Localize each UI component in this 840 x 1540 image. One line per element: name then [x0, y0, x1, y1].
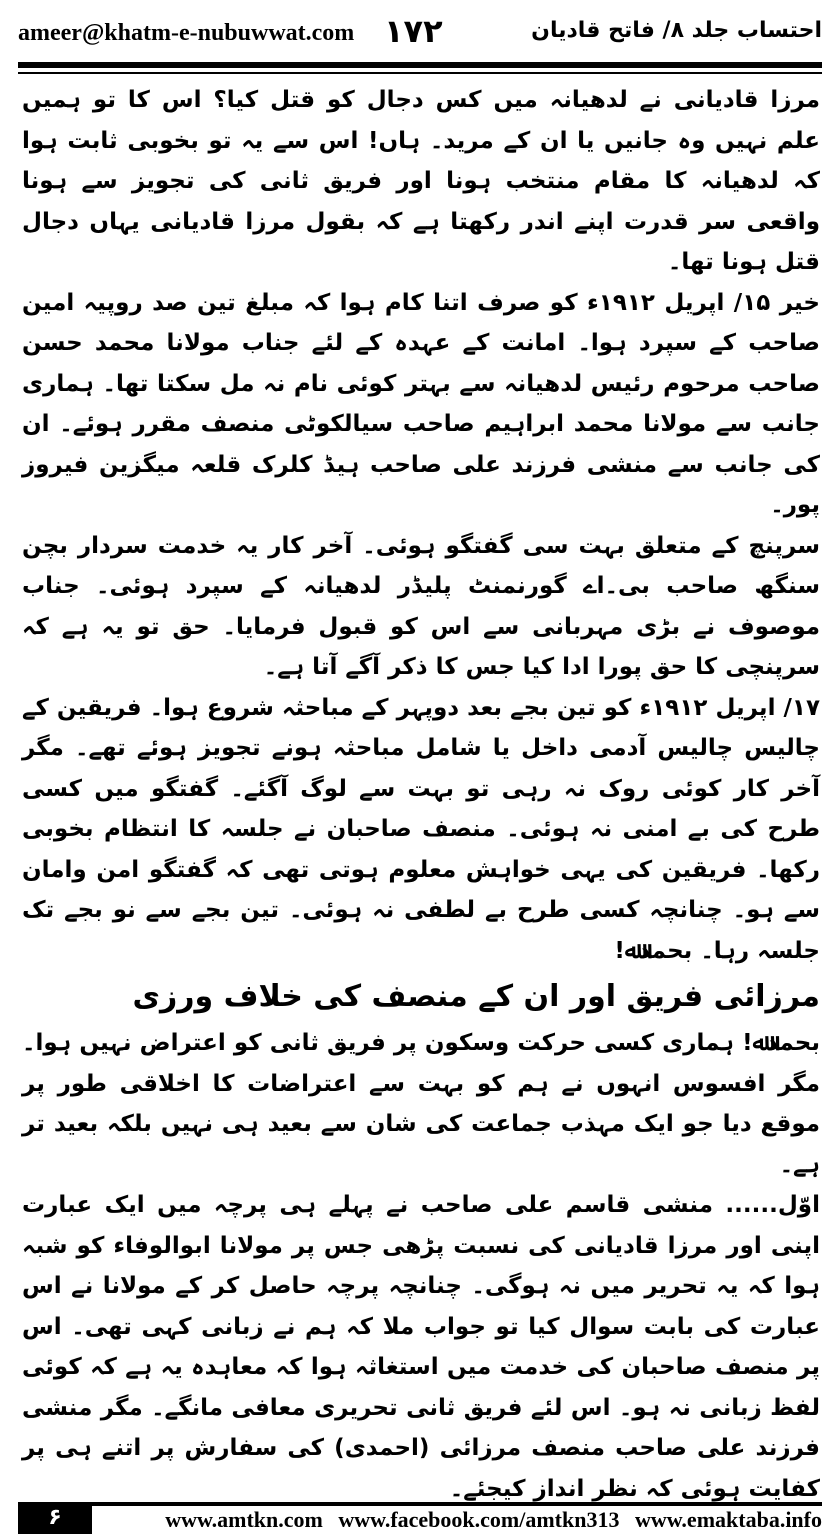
- paragraph-1: مرزا قادیانی نے لدھیانہ میں کس دجال کو قتل کیا؟ اس کا تو ہمیں علم نہیں وہ جانیں یا ان کے مرید۔ ہاں! اس سے یہ تو بخوبی ثابت ہوا کہ لدھیانہ کا مقام منتخب ہونا اور فریق ثانی کی تجویز سے ہونا واقعی سر قدرت اپنے اندر رکھتا ہے کہ بقول مرزا قادیانی یہاں دجال قتل ہونا تھا۔: [22, 87, 820, 275]
- footer-link-emaktaba[interactable]: www.emaktaba.info: [634, 1507, 822, 1532]
- paragraph-6: اوّل...... منشی قاسم علی صاحب نے پہلے ہی پرچہ میں ایک عبارت اپنی اور مرزا قادیانی کی نسبت پڑھی جس پر مولانا ابوالوفاء کو شبہ ہوا کہ یہ تحریر میں نہ ہوگی۔ چنانچہ پرچہ حاصل کر کے مولانا نے اس عبارت کی بابت سوال کیا تو جواب ملا کہ ہم نے زبانی کہی تھی۔ اس پر منصف صاحبان کی خدمت میں استغاثہ ہوا کہ معاہدہ یہ ہے کہ کوئی لفظ زبانی نہ ہو۔ اس لئے فریق ثانی تحریری معافی مانگے۔ مگر منشی فرزند علی صاحب منصف مرزائی (احمدی) کی سفارش پر اتنے ہی پر کفایت ہوئی کہ نظر انداز کیجئے۔: [22, 1192, 820, 1502]
- footer-link-facebook[interactable]: www.facebook.com/amtkn313: [338, 1507, 620, 1532]
- paragraph-3: سرپنچ کے متعلق بہت سی گفتگو ہوئی۔ آخر کار یہ خدمت سردار بچن سنگھ صاحب بی۔اے گورنمنٹ پلیڈر لدھیانہ کے سپرد ہوئی۔ جناب موصوف نے بڑی مہربانی سے اس کو قبول فرمایا۔ حق تو یہ ہے کہ سرپنچی کا حق پورا ادا کیا جس کا ذکر آگے آتا ہے۔: [22, 532, 820, 680]
- footer-links: [110, 1506, 822, 1534]
- paragraph-2: خیر ۱۵/ اپریل ۱۹۱۲ء کو صرف اتنا کام ہوا کہ مبلغ تین صد روپیہ امین صاحب کے سپرد ہوا۔ امانت کے عہدہ کے لئے جناب مولانا محمد حسن صاحب مرحوم رئیس لدھیانہ سے بہتر کوئی نام نہ مل سکتا تھا۔ ہماری جانب سے مولانا محمد ابراہیم صاحب سیالکوٹی منصف مقرر ہوئے۔ ان کی جانب سے منشی فرزند علی صاحب ہیڈ کلرک قلعہ میگزین فیروز پور۔: [22, 289, 820, 518]
- footer-link-website[interactable]: www.amtkn.com: [165, 1507, 323, 1532]
- header-email[interactable]: ameer@khatm-e-nubuwwat.com: [18, 20, 355, 46]
- page-header: [18, 14, 822, 54]
- header-book-title: احتساب جلد ۸/ فاتح قادیان: [531, 18, 822, 43]
- section-heading: مرزائی فریق اور ان کے منصف کی خلاف ورزی: [132, 979, 820, 1014]
- paragraph-4: ۱۷/ اپریل ۱۹۱۲ء کو تین بجے بعد دوپہر کے مباحثہ شروع ہوا۔ فریقین کے چالیس چالیس آدمی داخل یا شامل مباحثہ ہونے تجویز ہوئے تھے۔ مگر آخر کار کوئی روک نہ رہی تو بہت سے لوگ آگئے۔ گفتگو میں کسی طرح کی بے امنی نہ ہوئی۔ منصف صاحبان نے جلسہ کا انتظام بخوبی رکھا۔ فریقین کی یہی خواہش معلوم ہوتی تھی کہ گفتگو امن وامان سے ہو۔ چنانچہ کسی طرح بے لطفی نہ ہوئی۔ تین بجے سے نو بجے تک جلسہ رہا۔ بحمدﷲ!: [22, 694, 820, 964]
- header-page-number: ۱۷۲: [384, 12, 443, 50]
- header-rule-thick: [18, 62, 822, 68]
- footer-page-number: ۶: [18, 1502, 92, 1534]
- page-footer: [18, 1502, 822, 1534]
- paragraph-5: بحمدﷲ! ہماری کسی حرکت وسکون پر فریق ثانی کو اعتراض نہیں ہوا۔ مگر افسوس انہوں نے ہم کو بہت سے اعتراضات کا اخلاقی طور پر موقع دیا جو ایک مہذب جماعت کی شان سے بعید ہی نہیں بلکہ بعید تر ہے۔: [22, 1030, 820, 1178]
- header-rule-thin: [18, 72, 822, 74]
- page-body: [22, 80, 820, 1509]
